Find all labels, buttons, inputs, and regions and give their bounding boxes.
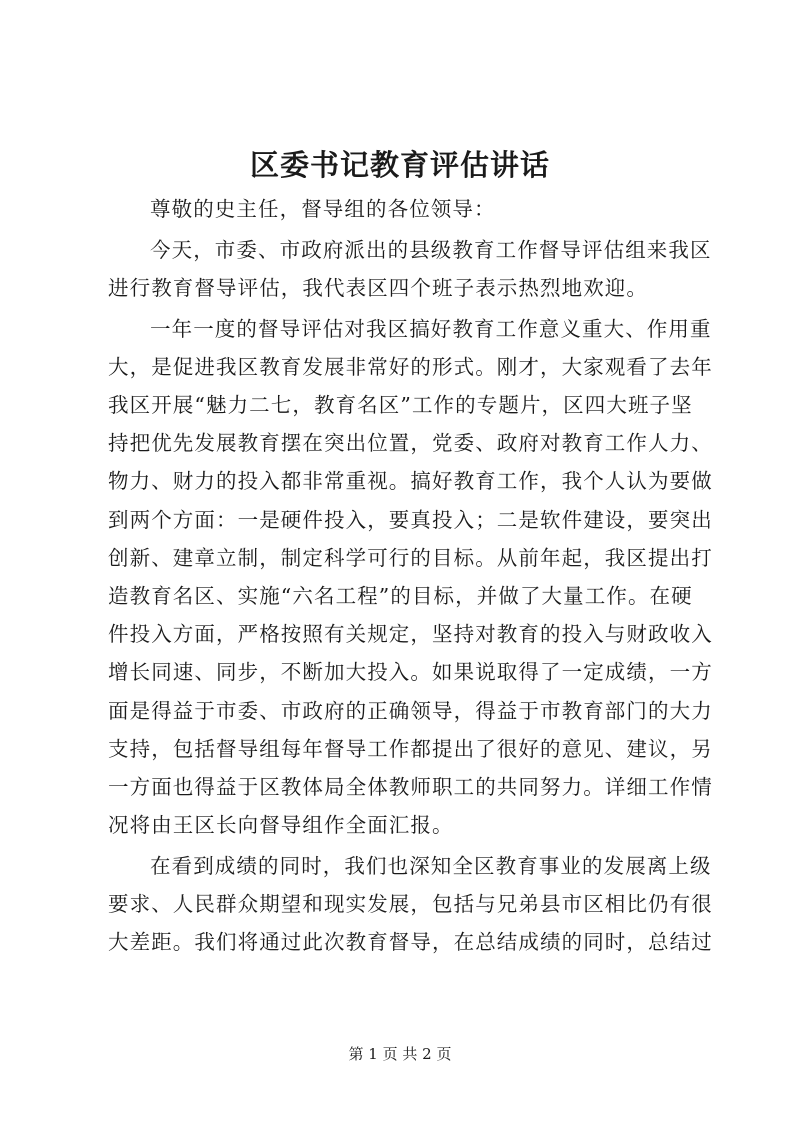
body-line: 大差距。我们将通过此次教育督导，在总结成绩的同时，总结过: [108, 930, 713, 954]
body-line: 一方面也得益于区教体局全体教师职工的共同努力。详细工作情: [108, 775, 713, 799]
body-line: 今天，市委、市政府派出的县级教育工作督导评估组来我区: [150, 238, 712, 262]
body-line: 一年一度的督导评估对我区搞好教育工作意义重大、作用重: [150, 317, 712, 341]
document-title: 区委书记教育评估讲话: [249, 148, 550, 182]
body-line: 进行教育督导评估，我代表区四个班子表示热烈地欢迎。: [108, 276, 648, 300]
page-number-footer: 第 1 页 共 2 页: [348, 1045, 452, 1063]
body-line: 到两个方面：一是硬件投入，要真投入；二是软件建设，要突出: [108, 508, 713, 532]
body-line: 造教育名区、实施“六名工程”的目标，并做了大量工作。在硬: [108, 584, 693, 608]
body-line: 持把优先发展教育摆在突出位置，党委、政府对教育工作人力、: [108, 431, 713, 455]
body-line: 创新、建章立制，制定科学可行的目标。从前年起，我区提出打: [108, 546, 713, 570]
body-line: 件投入方面，严格按照有关规定，坚持对教育的投入与财政收入: [108, 622, 713, 646]
body-line: 支持，包括督导组每年督导工作都提出了很好的意见、建议，另: [108, 737, 713, 761]
body-line: 我区开展“魅力二七，教育名区”工作的专题片，区四大班子坚: [108, 393, 693, 417]
body-line: 面是得益于市委、市政府的正确领导，得益于市教育部门的大力: [108, 699, 713, 723]
body-line: 在看到成绩的同时，我们也深知全区教育事业的发展离上级: [150, 854, 712, 878]
body-line: 大，是促进我区教育发展非常好的形式。刚才，大家观看了去年: [108, 355, 713, 379]
body-line: 物力、财力的投入都非常重视。搞好教育工作，我个人认为要做: [108, 469, 713, 493]
body-line: 增长同速、同步，不断加大投入。如果说取得了一定成绩，一方: [108, 660, 713, 684]
body-line: 尊敬的史主任，督导组的各位领导：: [150, 197, 496, 221]
body-line: 要求、人民群众期望和现实发展，包括与兄弟县市区相比仍有很: [108, 892, 713, 916]
body-line: 况将由王区长向督导组作全面汇报。: [108, 813, 454, 837]
